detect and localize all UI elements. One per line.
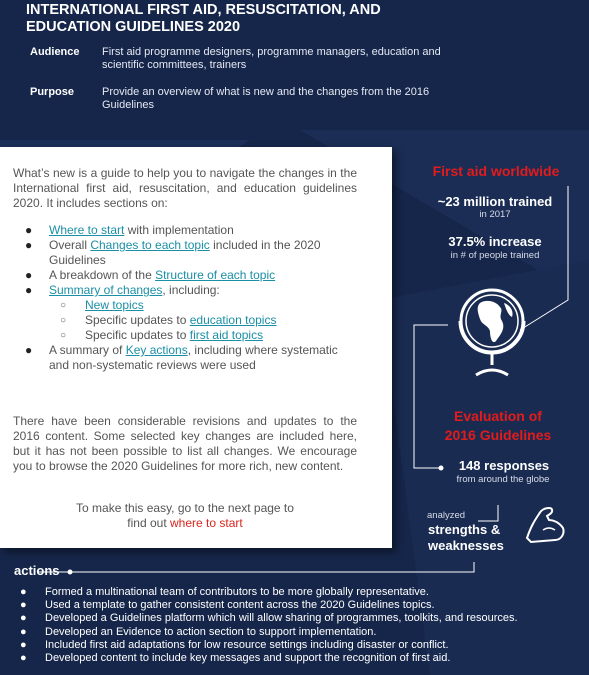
link-key-actions[interactable]: Key actions bbox=[125, 343, 188, 357]
list-item-text: , including: bbox=[162, 283, 220, 297]
link-first-aid-topics[interactable]: first aid topics bbox=[189, 328, 264, 342]
action-text: Formed a multinational team of contributors to be more globally representative. bbox=[45, 586, 429, 598]
action-text: Developed content to include key messages and support the recognition of first aid. bbox=[45, 652, 451, 665]
cta-line-1: To make this easy, go to the next page to bbox=[76, 501, 294, 515]
intro-text: What’s new is a guide to help you to navigate the changes in the International first aid, resuscitation, and education guidelines 2020. It includes sections on: bbox=[13, 166, 357, 210]
responses-stat: 148 responses bbox=[458, 458, 550, 473]
bullet-icon: ● bbox=[25, 223, 33, 237]
globe-icon bbox=[452, 281, 532, 385]
action-text: Included first aid adaptations for low resource settings including disaster or conflict. bbox=[45, 638, 449, 651]
link-where-to-start[interactable]: Where to start bbox=[49, 223, 125, 237]
stat-trained-sub: in 2017 bbox=[479, 209, 511, 220]
flexed-arm-icon bbox=[523, 500, 569, 546]
strengths-line-2: weaknesses bbox=[428, 538, 504, 553]
cta-text: find out bbox=[127, 516, 170, 530]
purpose-label: Purpose bbox=[30, 86, 75, 98]
page-title: INTERNATIONAL FIRST AID, RESUSCITATION, AND EDUCATION GUIDELINES 2020 bbox=[26, 2, 381, 35]
link-new-topics[interactable]: New topics bbox=[85, 298, 144, 312]
audience-label: Audience bbox=[30, 46, 80, 58]
list-item-text: A summary of bbox=[49, 343, 126, 357]
link-changes-to-each-topic[interactable]: Changes to each topic bbox=[90, 238, 210, 252]
list-item bbox=[20, 599, 560, 612]
analyzed-label: analyzed bbox=[427, 510, 466, 521]
list-item bbox=[20, 586, 560, 599]
purpose-text: Provide an overview of what is new and the changes from the 2016 Guidelines bbox=[102, 86, 430, 111]
stat-increase: 37.5% increase bbox=[448, 234, 542, 249]
list-item-text: included in the 2020 Guidelines bbox=[49, 238, 321, 267]
audience-text: First aid programme designers, programme managers, education and scientific committees, trainers bbox=[102, 46, 441, 71]
link-summary-of-changes[interactable]: Summary of changes bbox=[49, 283, 163, 297]
action-text: Used a template to gather consistent content across the 2020 Guidelines topics. bbox=[45, 599, 435, 612]
sub-bullet-icon: ○ bbox=[60, 330, 67, 341]
bullet-icon: ● bbox=[20, 599, 27, 612]
bullet-icon: ● bbox=[20, 638, 27, 651]
sub-bullet-icon: ○ bbox=[60, 315, 67, 326]
evaluation-title-line-2: 2016 Guidelines bbox=[444, 427, 552, 443]
bullet-icon: ● bbox=[20, 652, 27, 665]
evaluation-title-line-1: Evaluation of bbox=[454, 408, 542, 424]
revisions-paragraph: There have been considerable revisions and updates to the 2016 content. Some selected key changes are included here, but it has not been possible to list all changes. We encourage you to browse the 2020 Guidelines for more rich, new content. bbox=[13, 414, 357, 473]
sub-bullet-icon: ○ bbox=[60, 300, 67, 311]
stat-increase-sub: in # of people trained bbox=[450, 250, 540, 261]
link-where-to-start-cta[interactable]: where to start bbox=[170, 516, 243, 530]
strengths-line-1: strengths & bbox=[428, 522, 501, 537]
list-item bbox=[20, 612, 560, 625]
stat-trained: ~23 million trained bbox=[437, 194, 553, 209]
bullet-icon: ● bbox=[20, 625, 27, 638]
strengths-weaknesses bbox=[428, 522, 504, 554]
list-item-text: , including where systematic and non-systematic reviews were used bbox=[49, 343, 338, 372]
list-item bbox=[20, 639, 560, 652]
link-education-topics[interactable]: education topics bbox=[189, 313, 277, 327]
actions-heading: actions bbox=[14, 563, 60, 578]
bullet-icon: ● bbox=[25, 268, 33, 282]
bullet-icon: ● bbox=[20, 586, 27, 598]
list-item-text: Specific updates to bbox=[85, 328, 190, 342]
evaluation-title bbox=[418, 407, 578, 445]
bullet-icon: ● bbox=[25, 343, 33, 357]
list-item-text: Specific updates to bbox=[85, 313, 190, 327]
list-item-text: with implementation bbox=[124, 223, 234, 237]
actions-list bbox=[20, 586, 560, 665]
link-structure-of-each-topic[interactable]: Structure of each topic bbox=[155, 268, 276, 282]
action-text: Developed an Evidence to action section to support implementation. bbox=[45, 625, 377, 638]
action-text: Developed a Guidelines platform which will allow sharing of programmes, toolkits, and resources. bbox=[45, 612, 518, 625]
bullet-icon: ● bbox=[25, 238, 33, 252]
list-item-text: A breakdown of the bbox=[49, 268, 156, 282]
list-item-text: Overall bbox=[49, 238, 91, 252]
bullet-icon: ● bbox=[25, 283, 33, 297]
list-item bbox=[20, 626, 560, 639]
first-aid-worldwide-title: First aid worldwide bbox=[432, 163, 560, 179]
bullet-icon: ● bbox=[20, 612, 27, 625]
list-item bbox=[20, 652, 560, 665]
responses-sub: from around the globe bbox=[456, 474, 550, 485]
